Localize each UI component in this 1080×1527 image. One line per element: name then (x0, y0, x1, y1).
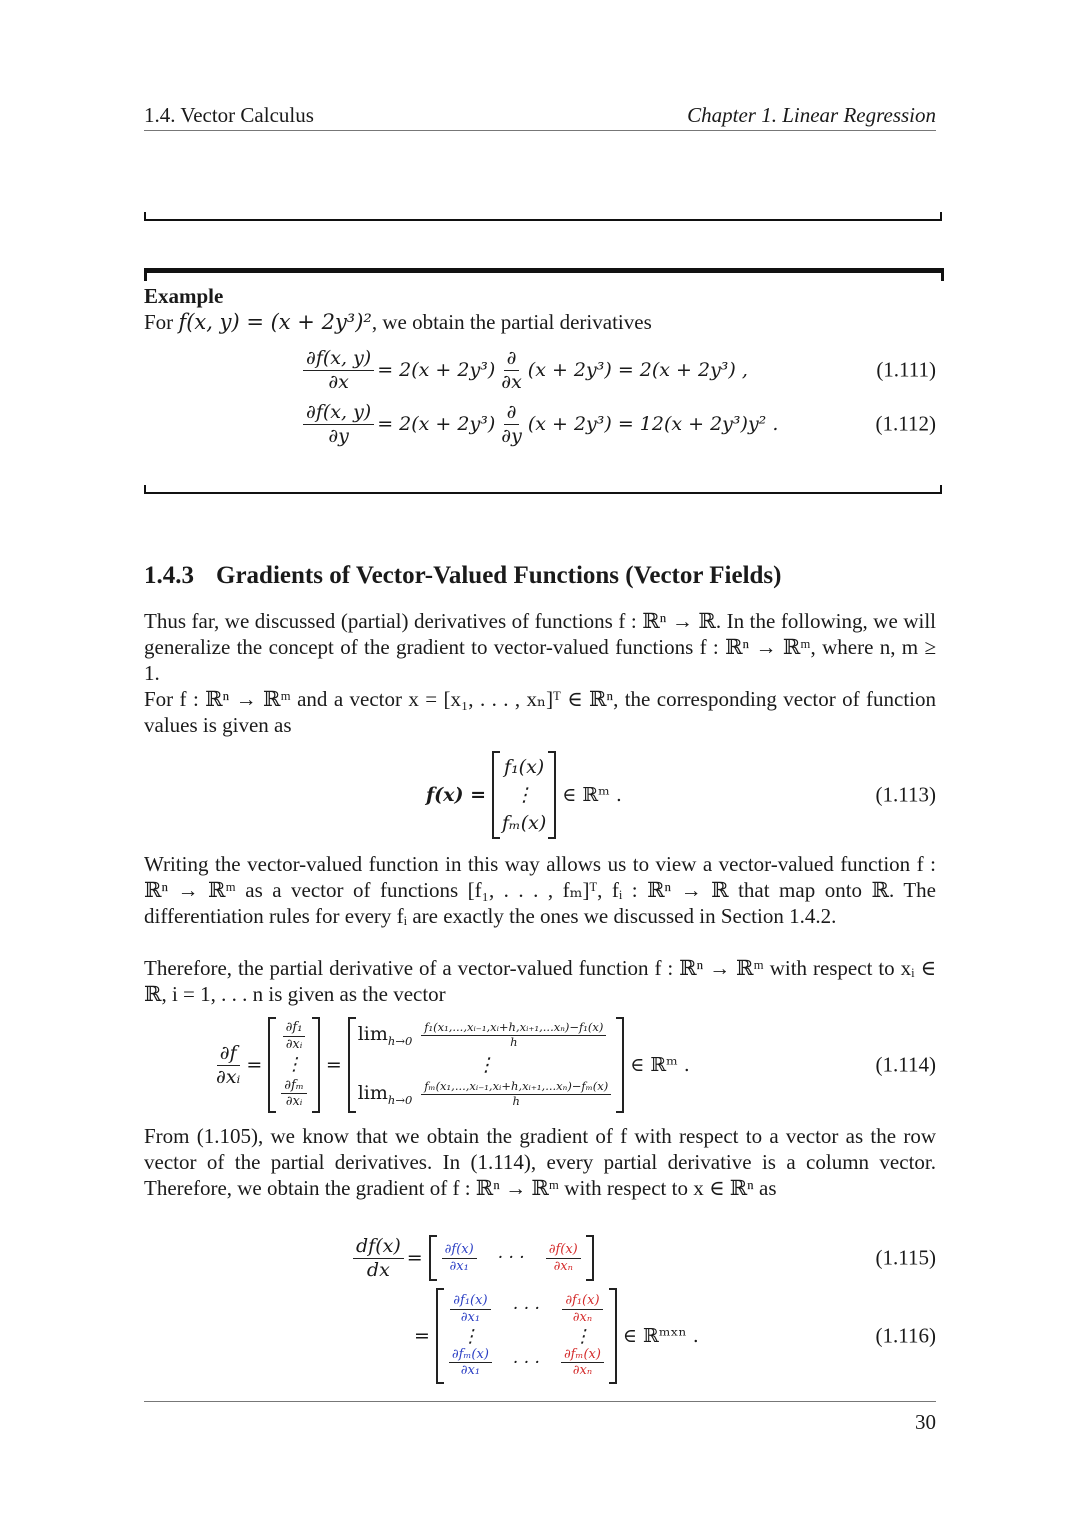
equation-1-112: $\frac{\partial f(x, y)}{\partial y}$ = 2(x + 2y³) $\frac{\partial}{\partial y}$ (x + 2y³) = 12(x + 2y³)y² . (1.112) (144, 398, 936, 450)
section-heading (144, 562, 782, 590)
example-intro: For f(x, y) = (x + 2y³)², we obtain the partial derivatives (144, 310, 652, 334)
equation-number: (1.116) (875, 1323, 936, 1348)
paragraph-5: From (1.105), we know that we obtain the gradient of f with respect to a vector as the row vector of the partial derivatives. In (1.114), every partial derivative is a column vector. Therefore, we obtain the gradient of f : ℝⁿ → ℝᵐ with respect to x ∈ ℝⁿ as (144, 1124, 936, 1200)
example-box-top-rule (144, 268, 944, 281)
partial-column-vector: $\frac{\text{∂f₁}}{\text{∂xᵢ}}$ ⋮ $\frac{\text{∂fₘ}}{\text{∂xᵢ}}$ (268, 1017, 320, 1113)
running-header (144, 100, 936, 131)
section-number: 1.4.3 (144, 562, 194, 589)
equation-1-114: $\frac{\partial f}{\text{∂xᵢ}}$ = $\frac{\text{∂f₁}}{\text{∂xᵢ}}$ ⋮ $\frac{\text{∂fₘ}}{\text{∂xᵢ}}$ = $\lim_{h\to 0}$ $\frac{\text{f₁(x₁,...,xᵢ₋₁,xᵢ+h,xᵢ₊₁,...xₙ)−f₁(x)}}{h}$ ⋮ $\lim_{h\to 0}$ $\frac{\text{fₘ(x₁,...,xᵢ₋₁,xᵢ+h,xᵢ₊₁,...xₙ)−fₘ(x)}}{h}$ ∈ ℝᵐ . (1.114) (144, 1016, 936, 1114)
equation-number: (1.113) (875, 782, 936, 807)
jacobian-matrix: $\frac{\text{∂f₁(x)}}{\text{∂x₁}}$ · · · $\frac{\text{∂f₁(x)}}{\text{∂xₙ}}$ ⋮ ⋮ $\frac{\text{∂fₘ(x)}}{\text{∂x₁}}$ · · · $\frac{\text{∂fₘ(x)}}{\text{∂xₙ}}$ (436, 1288, 617, 1384)
gradient-row-vector: $\frac{\partial f(x)}{\text{∂x₁}}$ · · · $\frac{\partial f(x)}{\text{∂xₙ}}$ (429, 1235, 594, 1281)
equation-1-115: $\frac{df(x)}{dx}$ = $\frac{\partial f(x)}{\text{∂x₁}}$ · · · $\frac{\partial f(x)}{\text{∂xₙ}}$ (1.115) (144, 1232, 936, 1284)
section-title: Gradients of Vector-Valued Functions (Vector Fields) (216, 562, 782, 589)
header-section: 1.4. Vector Calculus (144, 103, 314, 127)
paragraph-2: For f : ℝⁿ → ℝᵐ and a vector x = [x₁, . . . , xₙ]ᵀ ∈ ℝⁿ, the corresponding vector of function values is given as (144, 687, 936, 737)
equation-number: (1.115) (875, 1245, 936, 1270)
paragraph-4: Therefore, the partial derivative of a vector-valued function f : ℝⁿ → ℝᵐ with respect to xᵢ ∈ ℝ, i = 1, . . . n is given as the vector (144, 956, 936, 1006)
page-number: 30 (915, 1410, 936, 1434)
paragraph-3: Writing the vector-valued function in this way allows us to view a vector-valued function f : ℝⁿ → ℝᵐ as a vector of functions [f₁, . . . , fₘ]ᵀ, fᵢ : ℝⁿ → ℝ that map onto ℝ. The differentiation rules for every fᵢ are exactly the ones we discussed in Section 1.4.2. (144, 852, 936, 928)
equation-number: (1.111) (876, 357, 936, 382)
equation-1-113: f(x) = f₁(x) ⋮ fₘ(x) ∈ ℝᵐ . (1.113) (144, 748, 936, 842)
header-chapter: Chapter 1. Linear Regression (687, 103, 936, 127)
example-function: f(x, y) = (x + 2y³)² (178, 310, 372, 334)
example-title: Example (144, 284, 224, 308)
equation-1-111: $\frac{\partial f(x, y)}{\partial x}$ = 2(x + 2y³) $\frac{\partial}{\partial x}$ (x + 2y³) = 2(x + 2y³) , (1.111) (144, 344, 936, 396)
paragraph-1: Thus far, we discussed (partial) derivatives of functions f : ℝⁿ → ℝ. In the following, we will generalize the concept of the gradient to vector-valued functions f : ℝⁿ → ℝᵐ, where n, m ≥ 1. (144, 609, 936, 685)
limit-column-vector: $\lim_{h\to 0}$ $\frac{\text{f₁(x₁,...,xᵢ₋₁,xᵢ+h,xᵢ₊₁,...xₙ)−f₁(x)}}{h}$ ⋮ $\lim_{h\to 0}$ $\frac{\text{fₘ(x₁,...,xᵢ₋₁,xᵢ+h,xᵢ₊₁,...xₙ)−fₘ(x)}}{h}$ (348, 1017, 624, 1113)
equation-1-116: = $\frac{\text{∂f₁(x)}}{\text{∂x₁}}$ · · · $\frac{\text{∂f₁(x)}}{\text{∂xₙ}}$ ⋮ ⋮ $\frac{\text{∂fₘ(x)}}{\text{∂x₁}}$ · · · $\frac{\text{∂fₘ(x)}}{\text{∂xₙ}}$ ∈ ℝᵐˣⁿ . (1.116) (144, 1288, 936, 1384)
example-box-bottom-rule (144, 485, 942, 494)
equation-number: (1.112) (875, 411, 936, 436)
footer-rule (144, 1401, 936, 1402)
equation-number: (1.114) (875, 1052, 936, 1077)
function-vector: f₁(x) ⋮ fₘ(x) (492, 751, 556, 839)
box-end-rule (144, 212, 942, 221)
